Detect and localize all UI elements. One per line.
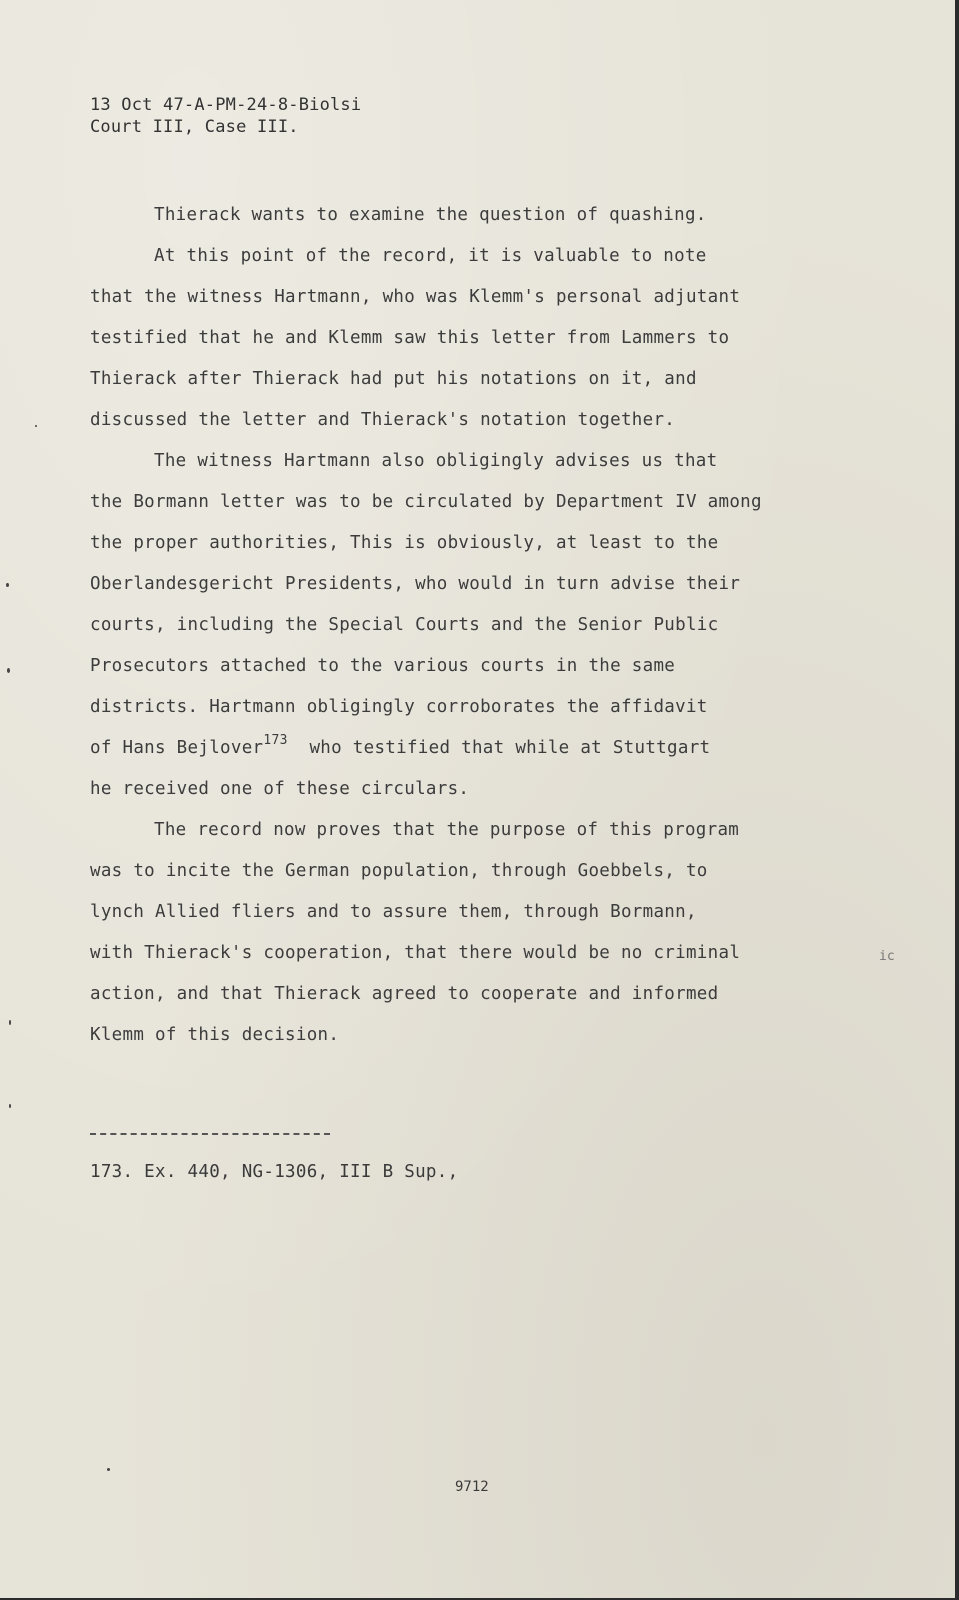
body-line: action, and that Thierack agreed to cooperate and informed	[90, 984, 719, 1004]
body-line: Thierack wants to examine the question of quashing.	[154, 205, 707, 225]
body-line: Oberlandesgericht Presidents, who would in turn advise their	[90, 574, 741, 594]
paper-speck	[7, 668, 10, 673]
body-line-part: who testified that while at Stuttgart	[309, 738, 711, 758]
body-line: courts, including the Special Courts and the Senior Public	[90, 615, 719, 635]
body-line: Klemm of this decision.	[90, 1025, 340, 1045]
footnote-reference: 173	[263, 733, 288, 748]
body-line: lynch Allied fliers and to assure them, through Bormann,	[90, 902, 697, 922]
body-line-part: of Hans Bejlover	[90, 738, 264, 758]
body-line: was to incite the German population, through Goebbels, to	[90, 861, 708, 881]
body-line: with Thierack's cooperation, that there would be no criminal	[90, 943, 741, 963]
body-line: At this point of the record, it is valuable to note	[154, 246, 707, 266]
body-line: discussed the letter and Thierack's notation together.	[90, 410, 676, 430]
body-line: he received one of these circulars.	[90, 779, 470, 799]
page-number: 9712	[455, 1479, 489, 1495]
body-line: The record now proves that the purpose of this program	[154, 820, 740, 840]
body-line: the proper authorities, This is obviously, at least to the	[90, 533, 719, 553]
margin-note: ic	[879, 949, 895, 964]
body-line: that the witness Hartmann, who was Klemm's personal adjutant	[90, 287, 741, 307]
body-line: The witness Hartmann also obligingly advises us that	[154, 451, 718, 471]
body-line: Prosecutors attached to the various courts in the same	[90, 656, 676, 676]
paper-speck	[9, 1104, 11, 1108]
body-line: testified that he and Klemm saw this letter from Lammers to	[90, 328, 730, 348]
document-header	[90, 94, 361, 138]
paper-speck	[107, 1468, 110, 1471]
body-line: districts. Hartmann obligingly corroborates the affidavit	[90, 697, 708, 717]
paper-speck	[6, 583, 9, 587]
body-text	[90, 195, 880, 1056]
paper-speck	[35, 425, 37, 427]
paper-speck	[9, 1020, 11, 1025]
footnote: 173. Ex. 440, NG-1306, III B Sup.,	[90, 1162, 459, 1182]
header-court: Court III, Case III.	[90, 117, 299, 137]
body-line-with-footnote	[90, 728, 880, 769]
body-line: Thierack after Thierack had put his notations on it, and	[90, 369, 697, 389]
body-line: the Bormann letter was to be circulated by Department IV among	[90, 492, 762, 512]
header-reference: 13 Oct 47-A-PM-24-8-Biolsi	[90, 95, 362, 115]
footnote-divider	[90, 1133, 330, 1135]
